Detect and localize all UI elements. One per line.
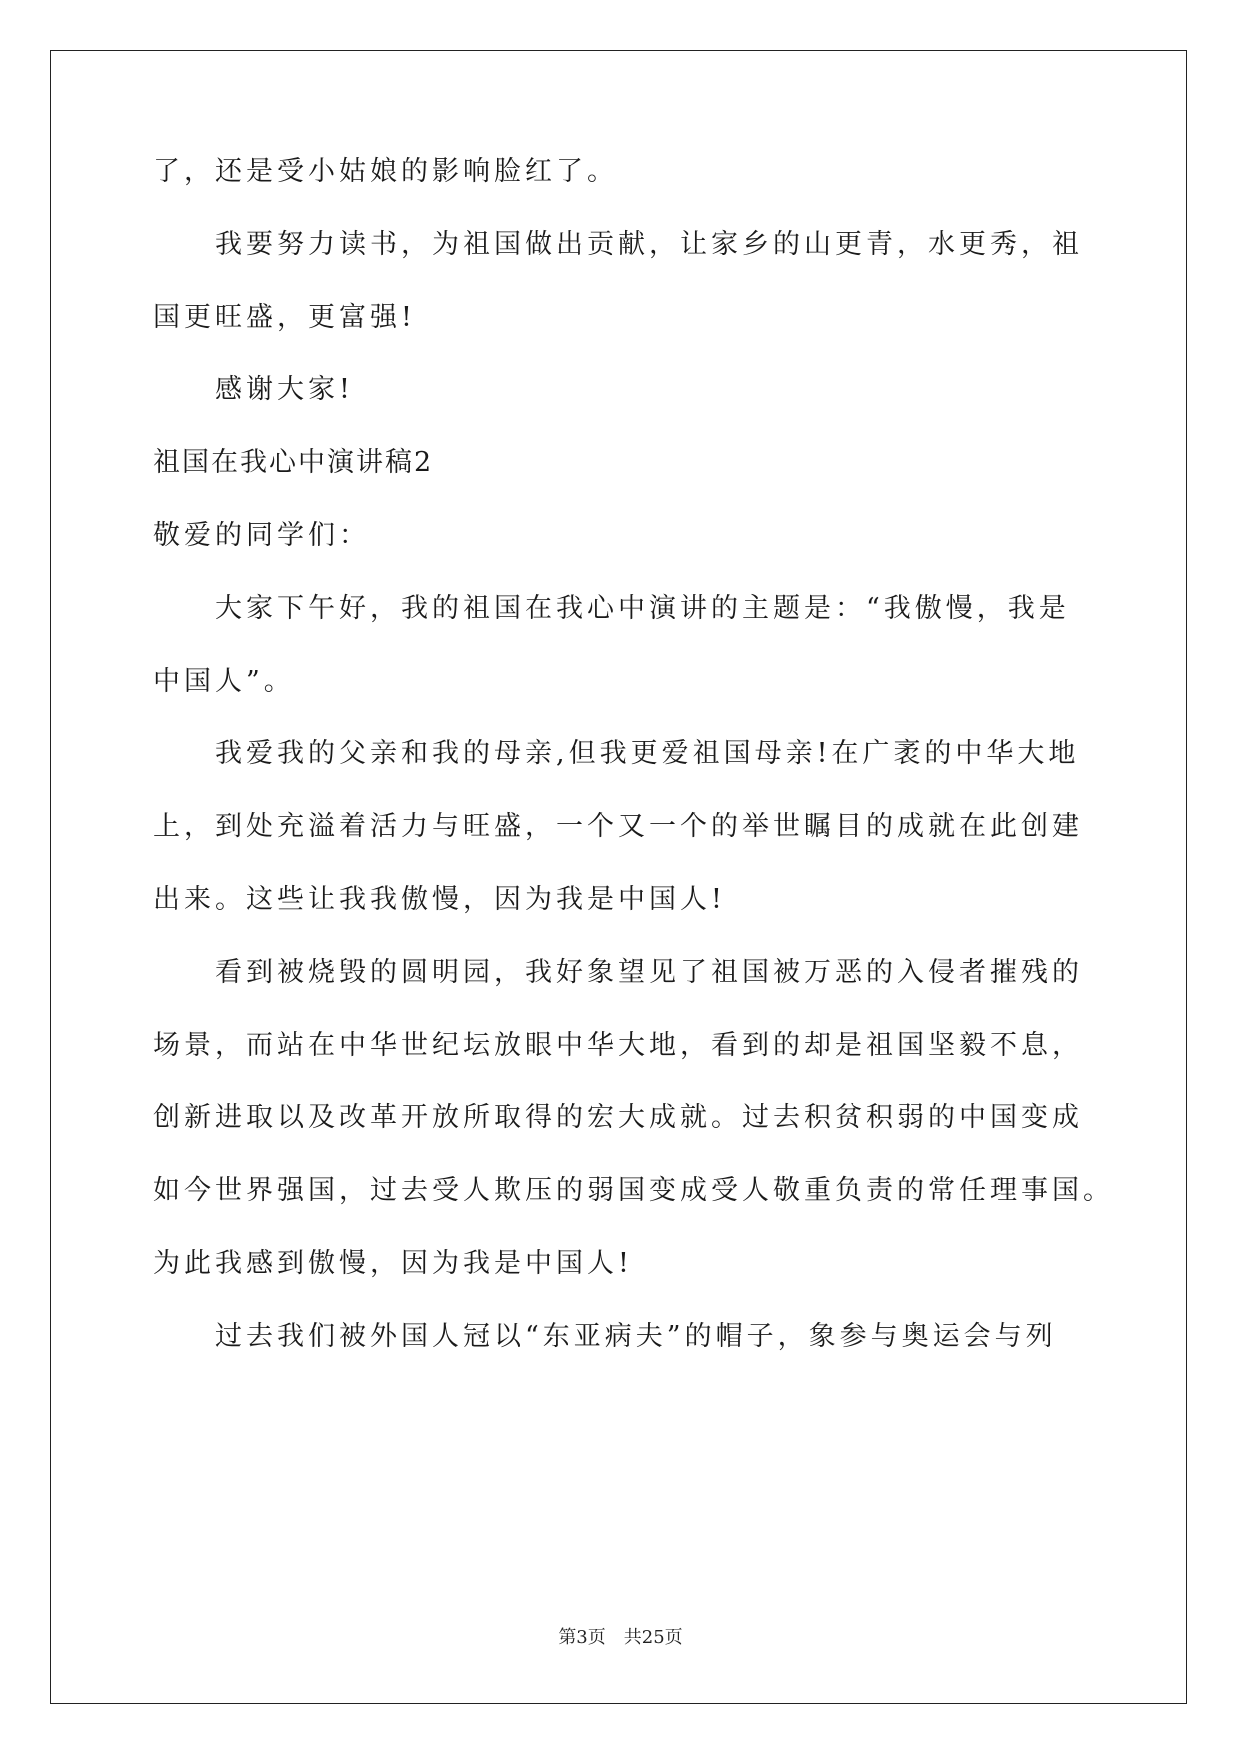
text-line: 过去我们被外国人冠以“东亚病夫”的帽子，象参与奥运会与列 [215,1321,1057,1352]
text-line: 了，还是受小姑娘的影响脸红了。 [153,156,618,187]
text-line: 我要努力读书，为祖国做出贡献，让家乡的山更青，水更秀，祖 [215,229,1083,260]
text-line: 上，到处充溢着活力与旺盛，一个又一个的举世瞩目的成就在此创建 [153,811,1083,842]
text-line: 出来。这些让我我傲慢，因为我是中国人! [153,884,726,915]
text-line: 中国人”。 [153,666,295,697]
page-footer [0,1626,1241,1650]
text-line: 为此我感到傲慢，因为我是中国人! [153,1248,633,1279]
text-line: 大家下午好，我的祖国在我心中演讲的主题是：“我傲慢，我是 [215,593,1070,624]
section-heading: 祖国在我心中演讲稿2 [153,447,434,478]
salutation: 敬爱的同学们： [153,520,370,551]
text-line: 创新进取以及改革开放所取得的宏大成就。过去积贫积弱的中国变成 [153,1102,1083,1133]
text-line: 如今世界强国，过去受人欺压的弱国变成受人敬重负责的常任理事国。 [153,1175,1114,1206]
text-line: 看到被烧毁的圆明园，我好象望见了祖国被万恶的入侵者摧残的 [215,957,1083,988]
text-line: 感谢大家! [215,374,354,405]
page-total: 共25页 [623,1627,683,1648]
text-line: 国更旺盛，更富强! [153,302,416,333]
text-line: 我爱我的父亲和我的母亲,但我更爱祖国母亲!在广袤的中华大地 [215,738,1080,769]
page-number: 第3页 [558,1627,606,1648]
text-line: 场景，而站在中华世纪坛放眼中华大地，看到的却是祖国坚毅不息， [153,1030,1083,1061]
